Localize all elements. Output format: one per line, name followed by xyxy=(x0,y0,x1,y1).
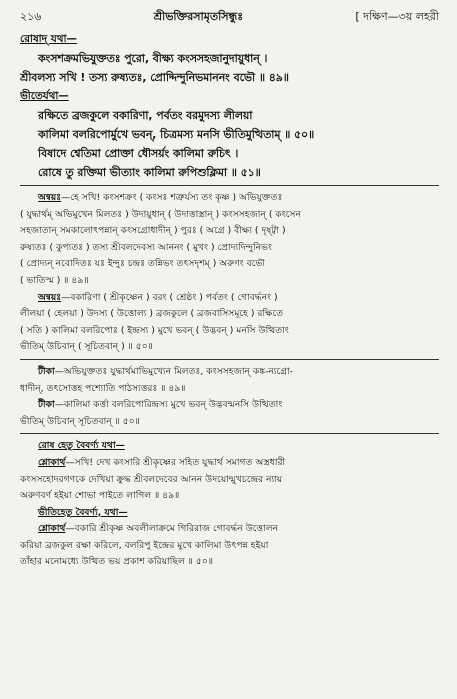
shlokartha-label: শ্লোকার্থ xyxy=(38,523,66,535)
anvaya-text: ( ভাতিস্ম ) ॥ ৪৯॥ xyxy=(20,274,89,286)
anvaya-text: ( যুদ্ধার্থম্ অভিমুখেন মিলতঃ ) উদায়ুধান্ ( উদাত্তাস্ত্রান্ ) কংসসহজান্ ( কংসেন xyxy=(20,208,301,220)
anvaya-49 xyxy=(20,190,439,290)
verse-line: রক্ষিতে ব্রজকুলে বকারিণা, পর্বতং বরমুদস্য লীলয়া xyxy=(38,109,253,122)
translation-block xyxy=(20,438,439,571)
translation-text: করিয়া ব্রজকুল রক্ষা করিলে, বলরিপু ইন্দ্রের মুখে কালিমা উৎপন্ন হইয়া xyxy=(20,539,269,551)
divider xyxy=(20,359,439,360)
section-label: [ দক্ষিণ—৩য় লহরী xyxy=(355,10,439,23)
book-title: শ্রীভক্তিরসামৃতসিন্ধুঃ xyxy=(153,10,244,23)
verse-line: বিষাদে শ্বেতিমা প্রোক্তা ধৌসর্য়ং কালিমা রুচিৎ । xyxy=(38,147,239,160)
translation-heading: রোষ হেতু বৈবর্ণ্য যথা— xyxy=(38,440,125,452)
translation-text: তাঁহার মনোমধ্যে উত্থিত ভয় প্রকাশ করিয়াছিল ॥ ৫০॥ xyxy=(20,556,214,568)
anvaya-50 xyxy=(20,290,439,356)
tika-label: টীকা xyxy=(38,399,55,411)
anvaya-text: সহজাতান্ সমকালোৎপন্নান্ কংসগ্রোধাদীন্ ) পুরঃ ( অগ্রে ) বীক্ষ্য ( দৃষ্ট্বা ) xyxy=(20,225,286,237)
verse-line: শ্রীবলস্য সখি ! তস্য রুষ্যতঃ, প্রোদ্দিন্দুনিভমাননং বভৌ ॥ ৪৯॥ xyxy=(20,71,289,84)
anvaya-text: ভীতিম্ উচিবান্ ( সূচিতবান্ ) ॥ ৫০॥ xyxy=(20,341,153,353)
tika-block xyxy=(20,364,439,430)
tika-text: ধাদীন্, তৎসোত্তহ পশ্যোতি পাঠস্যত্তরঃ ॥ ৪৯॥ xyxy=(20,382,186,394)
divider xyxy=(20,433,439,434)
anvaya-text: ( প্রোদ্যন্ নবোদিতঃ যঃ ইন্দুঃ চন্দ্রঃ তন্নিভং তৎসদৃশম্ ) অরুণং বভৌ xyxy=(20,258,265,270)
page-header xyxy=(20,8,439,30)
tika-text: —কালিমা কর্ত্তা বলরিপোরিন্দ্রস্য মুখে ভবন্ উদ্ভবন্মনসি উত্থিতাং xyxy=(54,399,283,411)
translation-text: অরুণবর্ণ হইয়া শোভা পাইতে লাগিল ॥ ৪৯॥ xyxy=(20,490,180,502)
translation-text: কংসসহোদরগণকে দেখিয়া ক্রুদ্ধ শ্রীবলদেবের আনন উদয়োন্মুখচন্দ্রের ন্যায় xyxy=(20,473,283,485)
tika-text: —অভিযুক্ততঃ যুদ্ধার্থমাভিমুখ্যেন মিলতঃ, কংসসহজান্ কঙ্ক-ন্যগ্রো- xyxy=(54,365,294,377)
shlokartha-label: শ্লোকার্থ xyxy=(38,456,66,468)
translation-text: —বকারি শ্রীকৃষ্ণ অবলীলাক্রমে গিরিরাজ গোবর্দ্ধন উত্তোলন xyxy=(65,523,279,535)
tika-text: ভীতিম্ উচিবান্ সূচিতবান্ ॥ ৫০॥ xyxy=(20,415,140,427)
divider xyxy=(20,185,439,186)
verse-heading-bhiti: ভীতের্যথা— xyxy=(20,90,69,102)
verse-line: কালিমা বলরিপোর্মুখে ভবন্, চিত্রমস্য মনসি ভীতিমুত্থিতাম্ ॥ ৫০॥ xyxy=(38,128,315,141)
anvaya-text: ( সতি ) কালিমা বলরিপোঃ ( ইন্দ্রস্য ) মুখে ভবন্ ( উদ্ভবন্ ) মনসি উত্থিতাং xyxy=(20,324,289,336)
tika-label: টীকা xyxy=(38,365,55,377)
verse-line: কংসশক্রমভিযুক্ততঃ পুরো, বীক্ষ্য কংসসহজানুদায়ুধান্ । xyxy=(38,52,268,65)
verse-heading-rosh: রোষাদ্ যথা— xyxy=(20,33,77,45)
anvaya-label: অন্বয়ঃ xyxy=(38,192,62,203)
verse-line: রোষে তু রক্তিমা ভীত্যাং কালিমা রুপিশুক্লিমা ॥ ৫১॥ xyxy=(38,166,261,179)
anvaya-text: —হে সখি! কংসশক্রং ( কংসঃ শত্রুর্যস্য তং কৃষ্ণ ) অভিযুক্ততঃ xyxy=(61,192,283,203)
anvaya-text: রুষ্যতঃ ( কুপ্যতঃ ) তস্য শ্রীবলদেবস্য আননং ( মুখং ) প্রোদ্যদিন্দুনিভং xyxy=(20,241,272,253)
page-number: ২১৬ xyxy=(20,10,42,23)
anvaya-text: লীলয়া ( হেলয়া ) উদস্য ( উত্তোল্য ) ব্রজকুলে ( ব্রজবাসিসমূহে ) রক্ষিতে xyxy=(20,308,284,320)
anvaya-label: অন্বয়ঃ xyxy=(38,291,62,303)
translation-text: —সখি! দেখ কংসারি শ্রীকৃষ্ণের সহিত যুদ্ধার্থ সমাগত অস্ত্রধারী xyxy=(65,456,286,468)
anvaya-text: —বকারিণা ( শ্রীকৃষ্ণেন ) বরং ( শ্রেষ্ঠং ) পর্বতং ( গোবর্দ্ধনং ) xyxy=(61,291,278,303)
translation-heading: ভীতিহেতু বৈবর্ণ্য, যথা— xyxy=(38,506,128,518)
